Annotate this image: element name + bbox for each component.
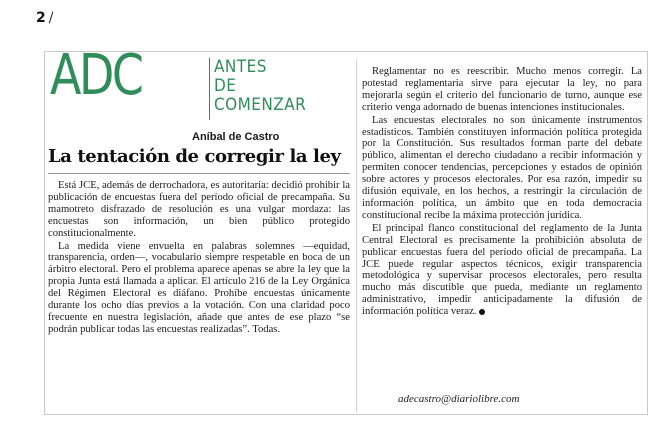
left-column: [48, 180, 350, 336]
column-subtitle: [214, 58, 316, 115]
paragraph-final-text: El principal flanco constitucional del reglamento de la Junta Central Electoral es precisamente la prohibición absoluta de publicar encuestas fuera del período oficial de precampaña. La JCE puede regular aspectos técnicos, exigir transparencia metodológica y supervisar procesos electorales, pero resulta mucho más discutible que pueda, mediante un reglamento administrativo, impedir anticipadamente la difusión de información política veraz.: [362, 222, 642, 318]
subtitle-line-3: COMENZAR: [214, 95, 307, 115]
paragraph: Está JCE, además de derrochadora, es autoritaria: decidió prohibir la publicación de encuestas fuera del período oficial de precampaña. Su mamotreto disfrazado de resolución es una vulgar mordaza: las encuestas son información, un bien público protegido constitucionalmente.: [48, 180, 350, 239]
column-divider: [356, 60, 357, 412]
paragraph: La medida viene envuelta en palabras solemnes —equidad, transparencia, orden—, vocabulario siempre respetable en boca de un árbitro electoral. Pero el problema aparece apenas se abre la ley que la propia Junta está llamada a aplicar. El artículo 216 de la Ley Orgánica del Régimen Electoral es diáfano. Prohíbe encuestas únicamente durante los ocho días previos a la votación. Con una claridad poco frecuente en nuestra legislación, añade que antes de ese plazo “se podrán publicar todas las encuestas realizadas”. Todas.: [48, 240, 350, 335]
paragraph: Reglamentar no es reescribir. Mucho menos corregir. La potestad reglamentaria sirve para ejecutar la ley, no para mejorarla según el criterio del funcionario de turno, aunque ese criterio venga adornado de buenas intenciones institucionales.: [362, 66, 642, 113]
paragraph-final: [362, 223, 642, 318]
subtitle-line-1: ANTES: [214, 57, 267, 77]
paragraph: Las encuestas electorales no son únicamente instrumentos estadísticos. También constituyen información política protegida por la Constitución. Sus resultados forman parte del debate público, alimentan el derecho ciudadano a recibir información y permiten conocer tendencias, percepciones y estados de opinión sobre actores y procesos electorales. Por esa razón, impedir su difusión equivale, en los hechos, a restringir la circulación de información política, un ámbito que en toda democracia constitucional recibe la máxima protección jurídica.: [362, 114, 642, 221]
page-number-slash: /: [48, 10, 54, 26]
article-headline: La tentación de corregir la ley: [48, 146, 341, 167]
author-byline: Aníbal de Castro: [192, 131, 280, 143]
right-column: [362, 66, 642, 318]
page-number: [36, 10, 53, 26]
author-email: adecastro@diariolibre.com: [398, 393, 520, 405]
logo-divider: [209, 58, 210, 120]
headline-rule: [48, 173, 350, 174]
page-number-value: 2: [36, 10, 46, 26]
subtitle-line-2: DE: [214, 76, 237, 96]
end-bullet-icon: [479, 309, 485, 315]
column-logo: ADC: [50, 43, 142, 108]
